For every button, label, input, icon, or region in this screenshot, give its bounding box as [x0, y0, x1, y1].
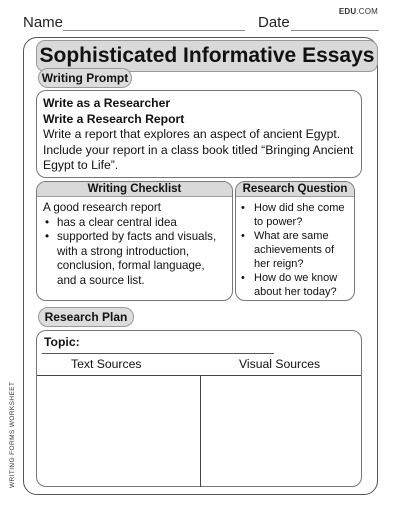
prompt-text-1: Write a report that explores an aspect of ancient Egypt. [43, 127, 341, 141]
brand-main: EDU [338, 7, 357, 16]
prompt-text-3: Egypt to Life”. [43, 158, 119, 172]
checklist-item: • has a clear central idea [43, 216, 226, 231]
research-question-box [235, 181, 355, 301]
research-question-header: Research Question [236, 182, 354, 197]
brand-logo [339, 7, 378, 16]
research-question-item: • How do we know about her today? [239, 271, 350, 299]
checklist-intro: A good research report [43, 201, 161, 214]
topic-label: Topic: [44, 335, 80, 349]
date-label: Date [258, 14, 290, 31]
visual-sources-heading: Visual Sources [239, 357, 321, 371]
writing-prompt-box [36, 90, 362, 178]
writing-prompt-label: Writing Prompt [38, 68, 132, 88]
research-question-list [239, 201, 350, 299]
writing-checklist-header: Writing Checklist [37, 182, 232, 197]
checklist-item: • supported by facts and visuals, with a strong introduction, conclusion, formal language, and a source list. [43, 230, 226, 288]
plan-column-divider [200, 375, 201, 487]
prompt-text-2: Include your report in a class book titled “Bringing Ancient [43, 142, 354, 157]
research-question-item: • How did she come to power? [239, 201, 350, 229]
date-line[interactable] [291, 30, 379, 31]
name-label: Name [23, 14, 64, 31]
research-plan-box [36, 330, 362, 487]
checklist-list [43, 216, 226, 289]
text-sources-heading: Text Sources [71, 357, 142, 371]
brand-suffix: .COM [356, 7, 378, 16]
name-line[interactable] [63, 30, 245, 31]
prompt-task: Write a Research Report [43, 111, 185, 126]
research-question-item: • What are same achievements of her reign? [239, 229, 350, 271]
prompt-role: Write as a Researcher [43, 96, 171, 110]
writing-checklist-box [36, 181, 233, 301]
research-plan-label: Research Plan [38, 307, 134, 327]
side-label: WRITING FORMS WORKSHEET [9, 381, 16, 488]
page-title: Sophisticated Informative Essays [36, 40, 378, 72]
plan-table-top-rule [37, 375, 361, 376]
topic-line[interactable] [42, 353, 274, 354]
